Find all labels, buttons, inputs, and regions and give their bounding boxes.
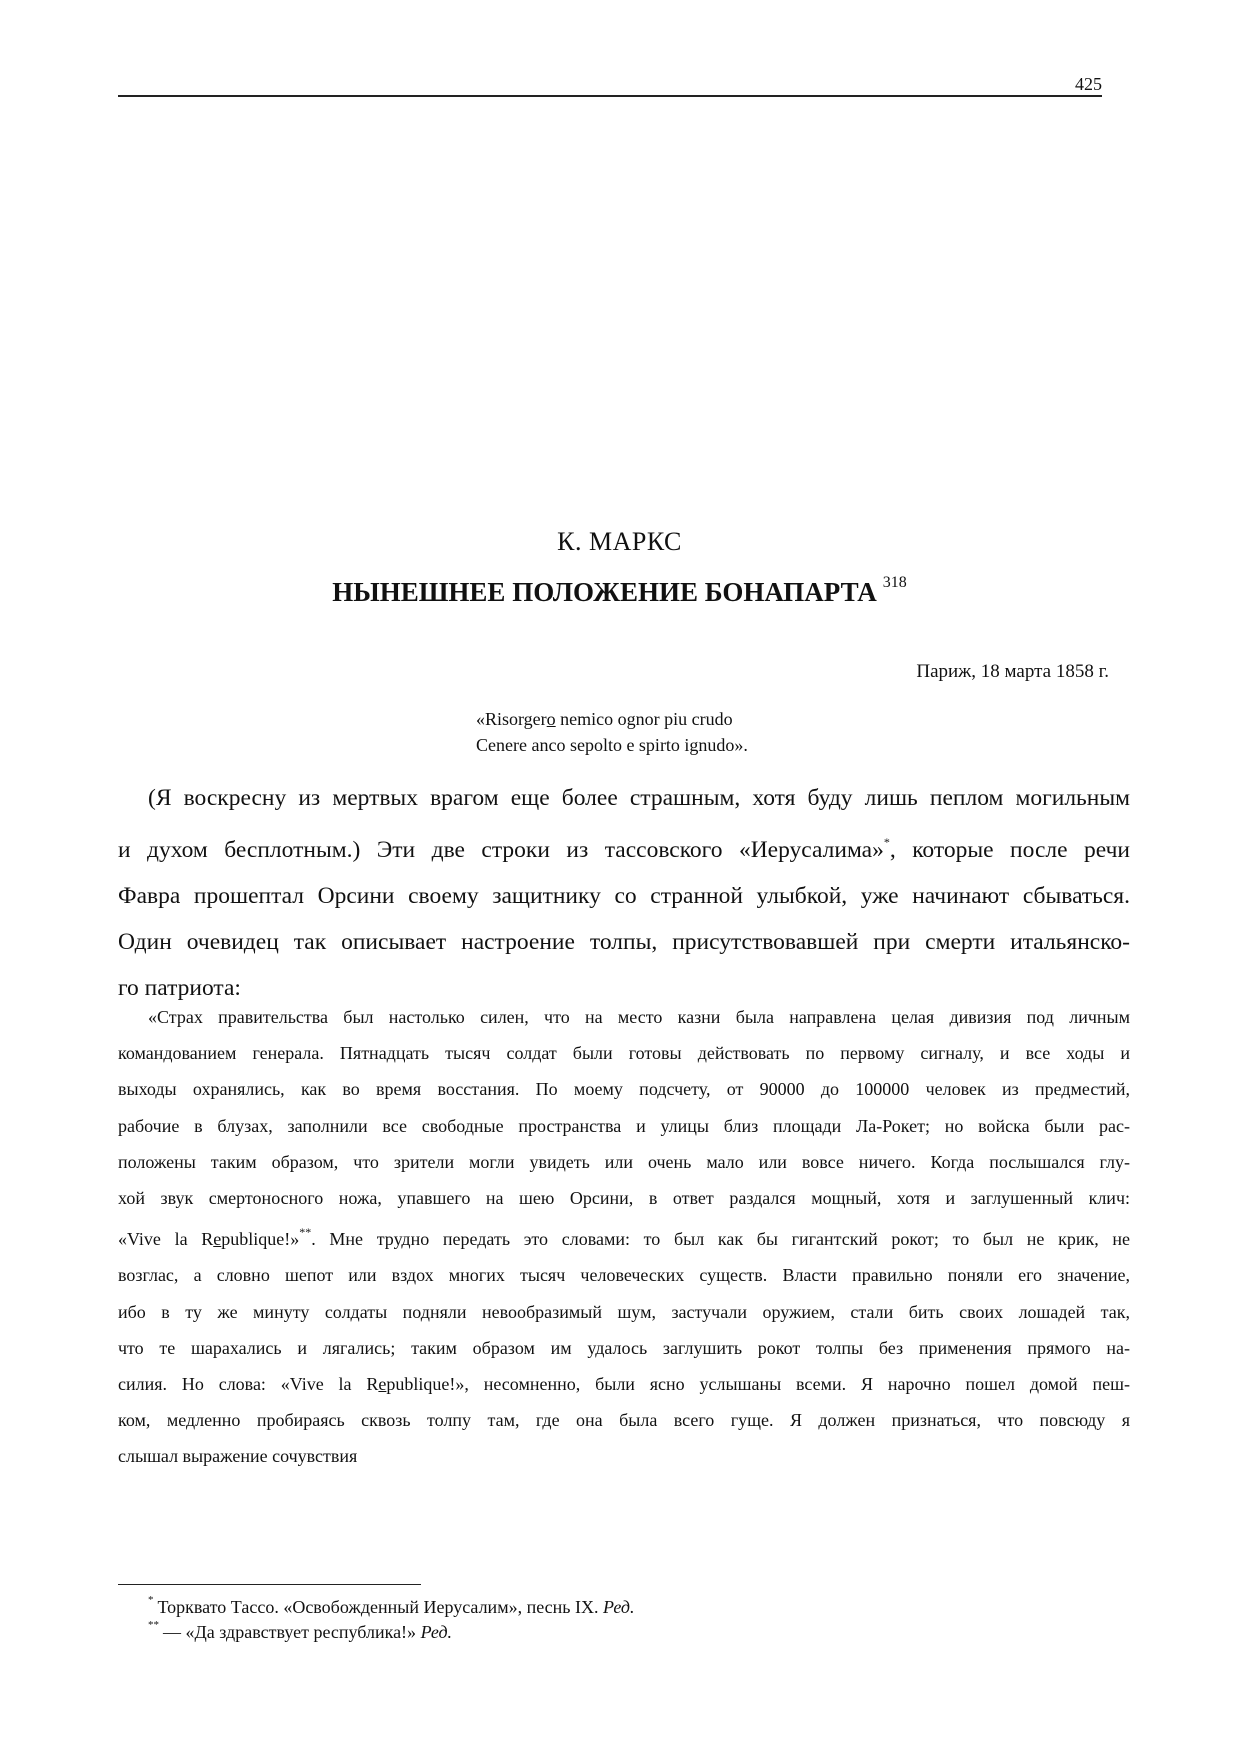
quote-line-6: хой звук смертоносного ножа, упавшего на шею Орсини, в ответ раздался мощный, хотя и заглушенный клич: bbox=[118, 1188, 1130, 1209]
quote-line-4: рабочие в блузах, заполнили все свободные пространства и улицы близ площади Ла-Рокет; но войска были рас- bbox=[118, 1115, 1130, 1136]
quote-line-1: «Страх правительства был настолько силен, что на место казни была направлена целая дивизия под личным bbox=[148, 1007, 1130, 1027]
epigraph-line-1 bbox=[476, 706, 748, 732]
quote-line-11 bbox=[118, 1366, 1130, 1402]
header-rule bbox=[118, 95, 1102, 97]
main-paragraph bbox=[118, 775, 1130, 1011]
epigraph-line-1-part: «Risorger bbox=[476, 709, 547, 729]
quote-line-13: слышал выражение сочувствия bbox=[118, 1446, 358, 1467]
quote-line-7 bbox=[118, 1216, 1130, 1257]
dateline: Париж, 18 марта 1858 г. bbox=[916, 661, 1109, 682]
main-line-2-part: и духом бесплотным.) Эти две строки из тассовского «Иерусалима» bbox=[118, 836, 884, 863]
epigraph-line-1-rest: nemico ognor piu crudo bbox=[555, 709, 733, 729]
quote-paragraph bbox=[118, 999, 1130, 1475]
quote-line-10: что те шарахались и лягались; таким образом им удалось заглушить рокот толпы без применения прямого на- bbox=[118, 1337, 1130, 1358]
main-line-2 bbox=[118, 821, 1130, 873]
page-number: 425 bbox=[1075, 74, 1102, 94]
quote-line-7-part-2: publique!» bbox=[221, 1229, 300, 1250]
footnote-2-editor: Ред. bbox=[420, 1622, 453, 1642]
footnote-ref-2[interactable]: ** bbox=[299, 1225, 312, 1240]
epigraph-line-1-underlined: o bbox=[546, 709, 556, 729]
main-line-4: Один очевидец так описывает настроение толпы, присутствовавшей при смерти итальянско- bbox=[118, 928, 1130, 955]
epigraph bbox=[476, 706, 748, 758]
quote-line-7-part: «Vive la R bbox=[118, 1229, 214, 1250]
footnote-2-mark: ** bbox=[148, 1619, 159, 1631]
main-line-3: Фавра прошептал Орсини своему защитнику со странной улыбкой, уже начинают сбываться. bbox=[118, 882, 1130, 909]
main-line-5: го патриота: bbox=[118, 974, 241, 1001]
quote-line-7-underlined: e bbox=[213, 1229, 222, 1250]
footnote-2-text: — «Да здравствует республика!» bbox=[163, 1622, 421, 1642]
quote-line-12: ком, медленно пробираясь сквозь толпу там, где она была всего гуще. Я должен признаться, что повсюду я bbox=[118, 1410, 1130, 1431]
quote-line-3: выходы охранялись, как во время восстания. По моему подсчету, от 90000 до 100000 человек из предместий, bbox=[118, 1079, 1130, 1100]
footnote-ref-1[interactable]: * bbox=[883, 835, 890, 849]
article-title bbox=[0, 574, 1239, 608]
footnote-1-editor: Ред. bbox=[602, 1597, 635, 1617]
quote-line-9: ибо в ту же минуту солдаты подняли невообразимый шум, застучали оружием, стали бить своих лошадей так, bbox=[118, 1301, 1130, 1322]
quote-line-11-part: силия. Но слова: «Vive la R bbox=[118, 1374, 379, 1395]
quote-line-2: командованием генерала. Пятнадцать тысяч солдат были готовы действовать по первому сигналу, и все ходы и bbox=[118, 1043, 1130, 1064]
footnote-1-text: Торквато Тассо. «Освобожденный Иерусалим», песнь IX. bbox=[157, 1597, 603, 1617]
quote-line-11-rest: publique!», несомненно, были ясно услышаны всеми. Я нарочно пошел домой пеш- bbox=[386, 1374, 1130, 1395]
author: К. МАРКС bbox=[557, 527, 682, 556]
title-note-ref: 318 bbox=[882, 574, 907, 591]
epigraph-line-2: Cenere anco sepolto e spirto ignudo». bbox=[476, 735, 748, 755]
main-line-1: (Я воскресну из мертвых врагом еще более страшным, хотя буду лишь пеплом могильным bbox=[148, 785, 1130, 811]
footnote-2 bbox=[148, 1619, 453, 1643]
main-line-2-rest: , которые после речи bbox=[889, 836, 1130, 863]
footnote-rule bbox=[118, 1584, 421, 1585]
title-text: НЫНЕШНЕЕ ПОЛОЖЕНИЕ БОНАПАРТА bbox=[332, 577, 877, 607]
footnote-1 bbox=[148, 1594, 635, 1618]
quote-line-11-underlined: e bbox=[378, 1374, 387, 1395]
quote-line-7-rest: . Мне трудно передать это словами: то был как бы гигантский рокот; то был не крик, не bbox=[311, 1229, 1130, 1250]
quote-line-8: возглас, а словно шепот или вздох многих тысяч человеческих существ. Власти правильно поняли его значение, bbox=[118, 1265, 1130, 1286]
quote-line-5: положены таким образом, что зрители могли увидеть или очень мало или вовсе ничего. Когда послышался глу- bbox=[118, 1151, 1130, 1172]
footnote-1-mark: * bbox=[148, 1594, 154, 1606]
